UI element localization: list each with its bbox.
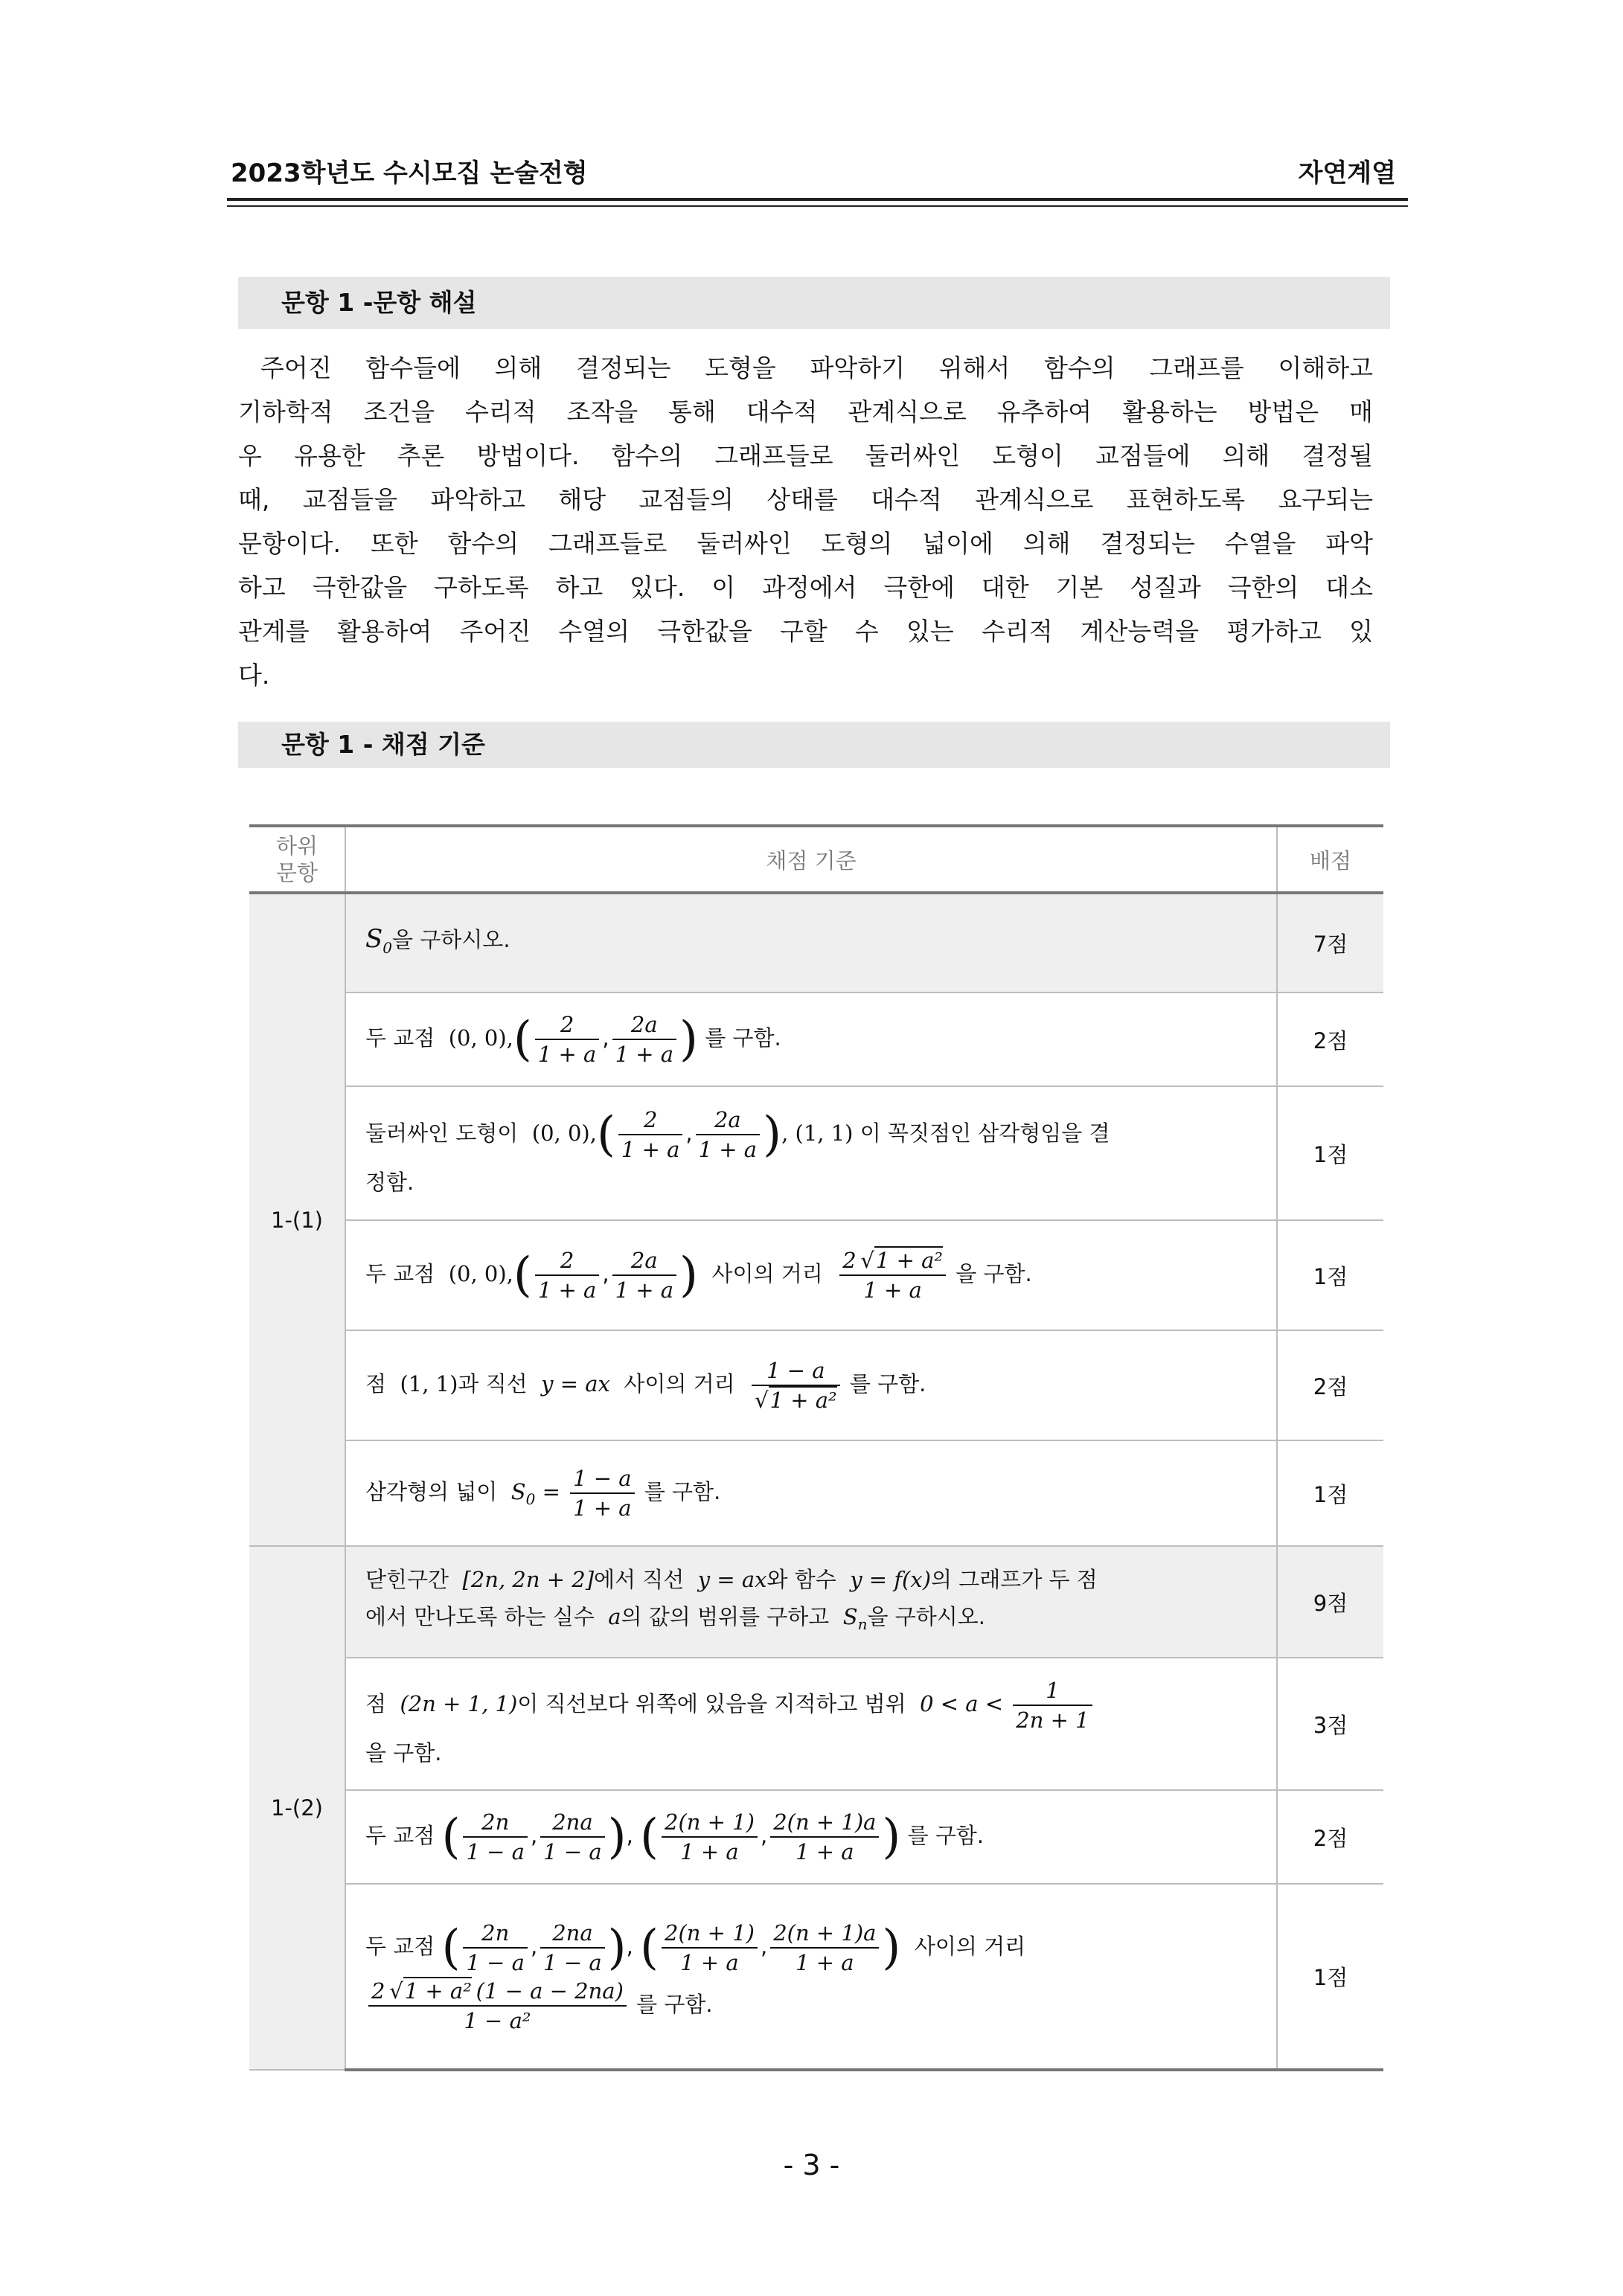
- table-row: [249, 1790, 1383, 1884]
- points-cell: 2점: [1277, 1330, 1383, 1440]
- header-category: 자연계열: [1298, 158, 1396, 188]
- criteria-cell: 둘러싸인 도형이 (0, 0),( $\frac{2}{1 + a}$ , $\frac{2a}{1 + a}$ ), (1, 1) 이 꼭짓점인 삼각형임을 결 정함.: [345, 1086, 1277, 1220]
- criteria-text: 사이의 거리: [711, 1261, 823, 1286]
- criteria-text: 두 교점: [365, 1025, 435, 1051]
- criteria-text: 점: [365, 1371, 387, 1396]
- criteria-text: 를 구함.: [907, 1823, 985, 1848]
- criteria-text: 를 구함.: [705, 1025, 781, 1051]
- points-cell: 9점: [1277, 1546, 1383, 1658]
- paragraph-line: 관계를 활용하여 주어진 수열의 극한값을 구할 수 있는 수리적 계산능력을 평가하고 있: [238, 617, 1373, 646]
- header-title: 2023학년도 수시모집 논술전형: [231, 158, 588, 188]
- paragraph-line: 기하학적 조건을 수리적 조작을 통해 대수적 관계식으로 유추하여 활용하는 방법은 매: [238, 397, 1373, 426]
- criteria-text: 와 함수: [766, 1567, 836, 1593]
- criteria-cell: 점 (1, 1)과 직선 y = ax 사이의 거리 $\frac{1 - a}{\text{√1 + a²}}$ 를 구함.: [345, 1330, 1277, 1440]
- table-row: [249, 1658, 1383, 1790]
- criteria-cell: 두 교점 ( $\frac{2n}{1 - a}$ , $\frac{2na}{1 - a}$ ), ( $\frac{2(n + 1)}{1 + a}$ , $\frac{2(n + 1)a}{1 + a}$ ) 를 구함.: [345, 1790, 1277, 1884]
- explanation-paragraph: [238, 346, 1373, 697]
- criteria-text: 을 구하시오.: [392, 926, 510, 952]
- table-row: [249, 1546, 1383, 1658]
- grading-table: [249, 824, 1383, 2071]
- table-row: [249, 1086, 1383, 1220]
- criteria-text: 삼각형의 넓이: [365, 1479, 498, 1504]
- page-number: - 3 -: [783, 2149, 840, 2181]
- criteria-cell: 삼각형의 넓이 $S_0$ = $\frac{1 - a}{1 + a}$ 를 구함.: [345, 1440, 1277, 1546]
- header-sub: 하위 문항: [249, 826, 345, 893]
- criteria-text: 두 교점: [365, 1823, 435, 1848]
- table-row: [249, 993, 1383, 1086]
- criteria-cell: 두 교점 (0, 0),( $\frac{2}{1 + a}$ , $\frac{2a}{1 + a}$ ) 를 구함.: [345, 993, 1277, 1086]
- table-row: [249, 1440, 1383, 1546]
- criteria-cell: 닫힌구간 [2n, 2n + 2]에서 직선 y = ax와 함수 y = f(x)의 그래프가 두 점 에서 만나도록 하는 실수 a의 값의 범위를 구하고 $S_n$을 구하시오.: [345, 1546, 1277, 1658]
- section-title-grading: 문항 1 - 채점 기준: [281, 730, 485, 759]
- points-cell: 3점: [1277, 1658, 1383, 1790]
- group-label: 1-(1): [249, 893, 345, 1546]
- criteria-text: 사이의 거리: [914, 1933, 1026, 1959]
- criteria-text: 의 그래프가 두 점: [931, 1567, 1098, 1593]
- table-header-row: [249, 826, 1383, 893]
- criteria-text: 둘러싸인 도형이: [365, 1120, 519, 1146]
- criteria-text: 를 구함.: [849, 1371, 926, 1396]
- criteria-text: 사이의 거리: [624, 1371, 735, 1396]
- section-title-explanation: 문항 1 -문항 해설: [281, 288, 477, 317]
- paragraph-line: 문항이다. 또한 함수의 그래프들로 둘러싸인 도형의 넓이에 의해 결정되는 수열을 파악: [238, 529, 1373, 558]
- criteria-text: 이 직선보다 위쪽에 있음을 지적하고 범위: [517, 1691, 906, 1716]
- criteria-cell: 두 교점 (0, 0),( $\frac{2}{1 + a}$ , $\frac{2a}{1 + a}$ ) 사이의 거리 $\frac{\text{2 √1 + a²}}{1 + a}$ 을 구함.: [345, 1220, 1277, 1330]
- points-cell: 1점: [1277, 1884, 1383, 2070]
- paragraph-line: 하고 극한값을 구하도록 하고 있다. 이 과정에서 극한에 대한 기본 성질과 극한의 대소: [238, 573, 1373, 602]
- criteria-cell: 두 교점 ( $\frac{2n}{1 - a}$ , $\frac{2na}{1 - a}$ ), ( $\frac{2(n + 1)}{1 + a}$ , $\frac{2(n + 1)a}{1 + a}$ ) 사이의 거리 $\frac{\text{2 √1 + a² (1 − a − 2na)}}{\text{1 − a²}}$ 를 구함.: [345, 1884, 1277, 2070]
- paragraph-line: 다.: [238, 661, 270, 690]
- paragraph-line: 때, 교점들을 파악하고 해당 교점들의 상태를 대수적 관계식으로 표현하도록 요구되는: [238, 485, 1373, 514]
- criteria-text: 두 교점: [365, 1261, 435, 1286]
- criteria-cell: $S_0$을 구하시오.: [345, 893, 1277, 993]
- header-rule: [227, 198, 1408, 201]
- table-row: [249, 1330, 1383, 1440]
- criteria-text: 의 값의 범위를 구하고: [621, 1604, 830, 1630]
- header-points: 배점: [1277, 826, 1383, 893]
- points-cell: 1점: [1277, 1086, 1383, 1220]
- table-row: [249, 893, 1383, 993]
- criteria-cell: 점 (2n + 1, 1)이 직선보다 위쪽에 있음을 지적하고 범위 0 < a < $\frac{1}{2n + 1}$ 을 구함.: [345, 1658, 1277, 1790]
- criteria-text: 을 구하시오.: [867, 1604, 986, 1630]
- points-cell: 1점: [1277, 1220, 1383, 1330]
- criteria-text: 에서 만나도록 하는 실수: [365, 1604, 595, 1630]
- criteria-text: 에서 직선: [594, 1567, 685, 1593]
- points-cell: 2점: [1277, 993, 1383, 1086]
- header-rule-thin: [227, 205, 1408, 207]
- criteria-text: 점: [365, 1691, 387, 1716]
- points-cell: 1점: [1277, 1440, 1383, 1546]
- group-label: 1-(2): [249, 1546, 345, 2070]
- criteria-text: 닫힌구간: [365, 1567, 449, 1593]
- criteria-text: 를 구함.: [636, 1991, 713, 2017]
- paragraph-line: 우 유용한 추론 방법이다. 함수의 그래프들로 둘러싸인 도형이 교점들에 의해 결정될: [238, 441, 1373, 470]
- criteria-text: 을 구함.: [365, 1740, 442, 1766]
- criteria-text: 두 교점: [365, 1933, 435, 1959]
- header-criteria: 채점 기준: [345, 826, 1277, 893]
- criteria-text: 를 구함.: [644, 1479, 721, 1504]
- table-row: [249, 1220, 1383, 1330]
- paragraph-line: 주어진 함수들에 의해 결정되는 도형을 파악하기 위해서 함수의 그래프를 이해하고: [260, 353, 1373, 382]
- grading-table-wrapper: [249, 824, 1383, 2071]
- criteria-text: 이 꼭짓점인 삼각형임을 결: [859, 1120, 1110, 1146]
- criteria-text: 정함.: [365, 1170, 414, 1195]
- points-cell: 2점: [1277, 1790, 1383, 1884]
- points-cell: 7점: [1277, 893, 1383, 993]
- criteria-text: 과 직선: [458, 1371, 528, 1396]
- criteria-text: 을 구함.: [955, 1261, 1032, 1286]
- table-row: [249, 1884, 1383, 2070]
